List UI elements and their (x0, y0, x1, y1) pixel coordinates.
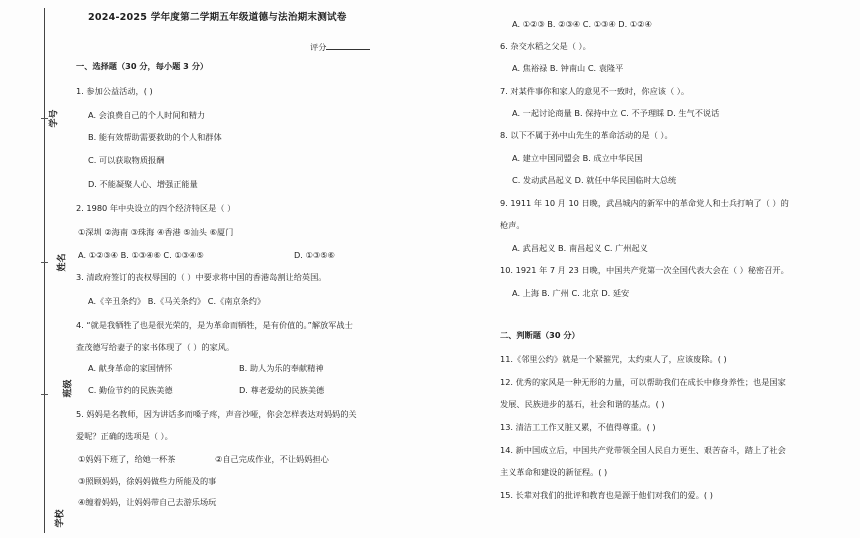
section-judgement-heading: 二、判断题（30 分） (500, 330, 580, 340)
q8-options-cd: C. 发动武昌起义 D. 就任中华民国临时大总统 (512, 175, 677, 185)
question-2: 2. 1980 年中央设立的四个经济特区是（ ） (76, 203, 236, 213)
question-3: 3. 清政府签订的丧权辱国的（ ）中要求将中国的香港岛割让给英国。 (76, 272, 327, 282)
q6-options: A. 焦裕禄 B. 钟南山 C. 袁隆平 (512, 63, 624, 73)
score-blank[interactable] (326, 41, 370, 50)
question-5-line-2: 爱呢？正确的选项是（ ）。 (76, 431, 173, 441)
question-4-line-1: 4. “就是我牺牲了也是很光荣的，是为革命而牺牲，是有价值的。”解放军战士 (76, 320, 353, 330)
q5-item-4: ④缠着妈妈，让妈妈带自己去游乐场玩 (78, 497, 217, 507)
q5-item-2: ②自己完成作业，不让妈妈担心 (215, 454, 329, 464)
q1-option-d: D. 不能凝聚人心、增强正能量 (88, 179, 198, 189)
student-id-label: 学号 (49, 109, 60, 128)
exam-title: 2024-2025 学年度第二学期五年级道德与法治期末测试卷 (88, 12, 347, 23)
question-13: 13. 清洁工工作又脏又累，不值得尊重。( ) (500, 422, 656, 432)
question-12-line-2: 发展、民族进步的基石，社会和谐的基点。( ) (500, 399, 665, 409)
binding-tick (41, 394, 48, 395)
q10-options: A. 上海 B. 广州 C. 北京 D. 延安 (512, 288, 630, 298)
q2-items: ①深圳 ②海南 ③珠海 ④香港 ⑤汕头 ⑥厦门 (78, 227, 234, 237)
class-label: 班级 (63, 379, 74, 398)
q5-item-3: ③照顾妈妈，徐妈妈做些力所能及的事 (78, 476, 217, 486)
question-9-line-1: 9. 1911 年 10 月 10 日晚，武昌城内的新军中的革命党人和士兵打响了（ ）的 (500, 198, 789, 208)
question-6: 6. 杂交水稻之父是（ ）。 (500, 41, 591, 51)
q5-options: A. ①②③ B. ②③④ C. ①③④ D. ①②④ (512, 19, 652, 29)
question-14-line-2: 主义革命和建设的新征程。( ) (500, 467, 608, 477)
name-label: 姓名 (57, 253, 68, 272)
question-1: 1. 参加公益活动，( ) (76, 86, 153, 96)
q1-option-c: C. 可以获取物质报酬 (88, 155, 165, 165)
question-11: 11.《邻里公约》就是一个紧箍咒，太约束人了，应该废除。( ) (500, 354, 727, 364)
question-5-line-1: 5. 妈妈是名教师，因为讲话多而嗓子疼，声音沙哑，你会怎样表达对妈妈的关 (76, 409, 357, 419)
q3-options: A.《辛丑条约》 B.《马关条约》 C.《南京条约》 (88, 296, 266, 306)
q4-option-c: C. 勤俭节约的民族美德 (88, 385, 173, 395)
question-12-line-1: 12. 优秀的家风是一种无形的力量，可以帮助我们在成长中修身养性；也是国家 (500, 377, 786, 387)
question-10: 10. 1921 年 7 月 23 日晚，中国共产党第一次全国代表大会在（ ）秘密召开。 (500, 265, 789, 275)
question-4-line-2: 查茂德写给妻子的家书体现了（ ）的家风。 (76, 342, 235, 352)
binding-tick (41, 262, 48, 263)
q5-item-1: ①妈妈下班了，给她一杯茶 (78, 454, 176, 464)
score-label: 评分 (310, 42, 327, 52)
q2-options-abc: A. ①②③④ B. ①③④⑥ C. ①③④⑤ (78, 250, 204, 260)
school-label: 学校 (55, 509, 66, 528)
q1-option-b: B. 能有效帮助需要救助的个人和群体 (88, 132, 222, 142)
q7-options: A. 一起讨论商量 B. 保持中立 C. 不予理睬 D. 生气不说话 (512, 108, 720, 118)
question-14-line-1: 14. 新中国成立后，中国共产党带领全国人民自力更生、艰苦奋斗，踏上了社会 (500, 445, 786, 455)
question-15: 15. 长辈对我们的批评和教育也是源于他们对我们的爱。( ) (500, 490, 713, 500)
q2-option-d: D. ①③⑤⑥ (294, 250, 335, 260)
q1-option-a: A. 会浪费自己的个人时间和精力 (88, 110, 206, 120)
q4-option-a: A. 献身革命的家国情怀 (88, 363, 173, 373)
q8-options-ab: A. 建立中国同盟会 B. 成立中华民国 (512, 153, 643, 163)
score-field (310, 41, 370, 52)
q9-options: A. 武昌起义 B. 南昌起义 C. 广州起义 (512, 243, 648, 253)
q4-option-b: B. 助人为乐的奉献精神 (239, 363, 324, 373)
binding-line (44, 8, 45, 533)
q4-option-d: D. 尊老爱幼的民族美德 (239, 385, 325, 395)
question-9-line-2: 枪声。 (500, 220, 525, 230)
question-8: 8. 以下不属于孙中山先生的革命活动的是（ ）。 (500, 130, 673, 140)
section-choice-heading: 一、选择题（30 分，每小题 3 分） (76, 61, 209, 71)
question-7: 7. 对某件事你和家人的意见不一致时，你应该（ ）。 (500, 86, 690, 96)
